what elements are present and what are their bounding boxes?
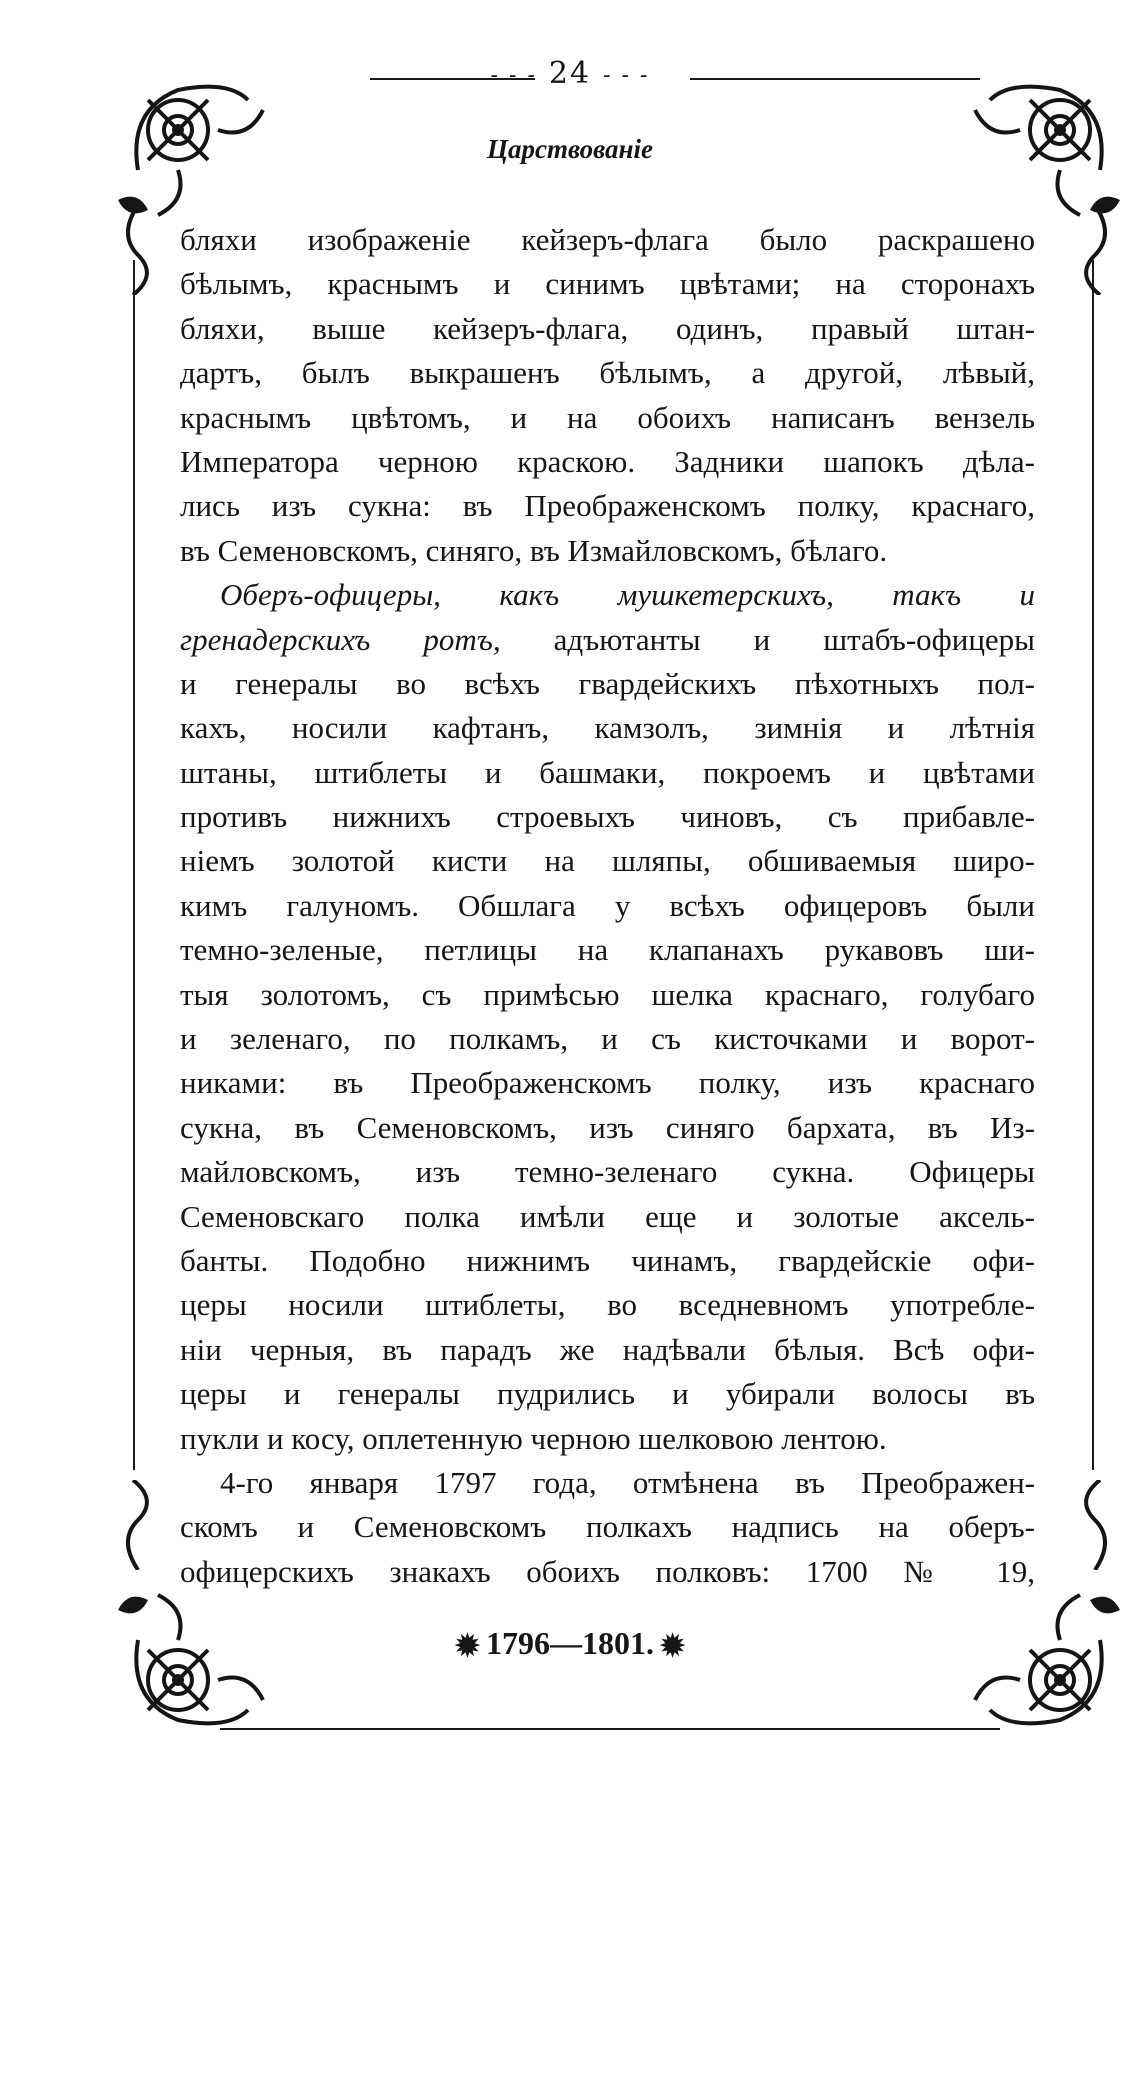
italic-phrase: Оберъ-офицеры, какъ мушкетерскихъ, такъ и: [220, 577, 1035, 613]
text-line: Семеновскаго полка имѣли еще и золотые аксель-: [180, 1198, 1035, 1234]
star-ornament-icon: ✹: [454, 1630, 480, 1664]
text-line: дартъ, былъ выкрашенъ бѣлымъ, а другой, лѣвый,: [180, 355, 1035, 391]
text-line: пукли и косу, оплетенную черною шелковою лентою.: [180, 1420, 887, 1456]
frame-right-rule: [1092, 260, 1094, 1470]
text-line: банты. Подобно нижнимъ чинамъ, гвардейскіе офи-: [180, 1242, 1035, 1278]
text-line: майловскомъ, изъ темно-зеленаго сукна. Офицеры: [180, 1154, 1035, 1190]
text-line: церы носили штиблеты, во вседневномъ употребле-: [180, 1287, 1035, 1323]
page-number: - - - 24 - - -: [490, 56, 650, 91]
side-scroll-bottom-left-icon: [118, 1480, 158, 1570]
frame-left-rule: [133, 260, 135, 1470]
footer-date-text: 1796—1801.: [486, 1625, 654, 1661]
frame-bottom-rule: [220, 1728, 1000, 1730]
text-line: тыя золотомъ, съ примѣсью шелка краснаго, голубаго: [180, 976, 1035, 1012]
corner-ornament-bottom-left-icon: [118, 1590, 268, 1740]
text-line: сукна, въ Семеновскомъ, изъ синяго бархата, въ Из-: [180, 1109, 1035, 1145]
text-line-italic: [180, 573, 1035, 617]
side-scroll-top-right-icon: [1075, 205, 1115, 295]
text-line: бляхи, выше кейзеръ-флага, одинъ, правый штан-: [180, 310, 1035, 346]
page-number-value: 24: [548, 56, 592, 91]
star-ornament-icon: ✹: [660, 1630, 686, 1664]
side-scroll-top-left-icon: [118, 205, 158, 295]
text-line: бѣлымъ, краснымъ и синимъ цвѣтами; на сторонахъ: [180, 266, 1035, 302]
text-line: Императора черною краскою. Задники шапокъ дѣла-: [180, 443, 1035, 479]
text-line: противъ нижнихъ строевыхъ чиновъ, съ прибавле-: [180, 799, 1035, 835]
text-phrase: адъютанты и штабъ-офицеры: [500, 621, 1035, 657]
side-scroll-bottom-right-icon: [1075, 1480, 1115, 1570]
text-line: скомъ и Семеновскомъ полкахъ надпись на оберъ-: [180, 1509, 1035, 1545]
text-line: и зеленаго, по полкамъ, и съ кисточками и ворот-: [180, 1021, 1035, 1057]
text-line: темно-зеленые, петлицы на клапанахъ рукавовъ ши-: [180, 932, 1035, 968]
text-line: кимъ галуномъ. Обшлага у всѣхъ офицеровъ были: [180, 887, 1035, 923]
text-line: ніи черныя, въ парадъ же надѣвали бѣлыя. Всѣ офи-: [180, 1331, 1035, 1367]
text-line: краснымъ цвѣтомъ, и на обоихъ написанъ вензель: [180, 399, 1035, 435]
text-line: церы и генералы пудрились и убирали волосы въ: [180, 1376, 1035, 1412]
text-line: бляхи изображеніе кейзеръ-флага было раскрашено: [180, 222, 1035, 257]
text-line: никами: въ Преображенскомъ полку, изъ краснаго: [180, 1065, 1035, 1101]
text-line: кахъ, носили кафтанъ, камзолъ, зимнія и лѣтнія: [180, 710, 1035, 746]
text-line-mixed: [180, 618, 1035, 662]
text-line: ніемъ золотой кисти на шляпы, обшиваемыя широ-: [180, 843, 1035, 879]
text-line: и генералы во всѣхъ гвардейскихъ пѣхотныхъ пол-: [180, 665, 1035, 701]
footer-date: [0, 1625, 1140, 1664]
italic-phrase: гренадерскихъ ротъ,: [180, 621, 501, 657]
corner-ornament-bottom-right-icon: [970, 1590, 1120, 1740]
body-text: [180, 218, 1035, 1594]
text-line: офицерскихъ знакахъ обоихъ полковъ: 1700 № 19,: [180, 1553, 1035, 1589]
text-line: въ Семеновскомъ, синяго, въ Измайловскомъ, бѣлаго.: [180, 532, 888, 568]
text-line: 4-го января 1797 года, отмѣнена въ Преображен-: [220, 1464, 1035, 1500]
text-line: лись изъ сукна: въ Преображенскомъ полку, краснаго,: [180, 488, 1035, 524]
running-title: Царствованіе: [486, 134, 654, 164]
text-line: штаны, штиблеты и башмаки, покроемъ и цвѣтами: [180, 754, 1035, 790]
